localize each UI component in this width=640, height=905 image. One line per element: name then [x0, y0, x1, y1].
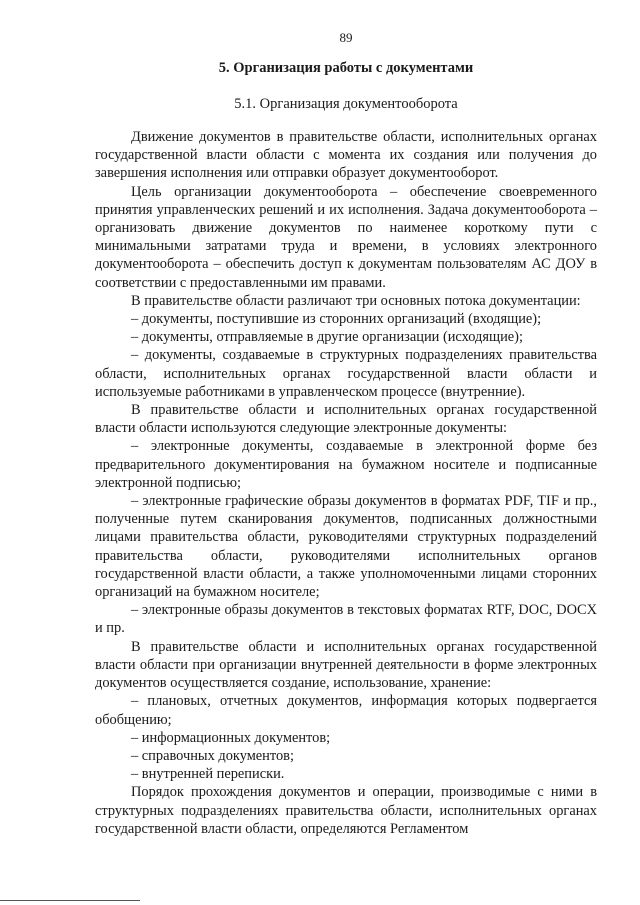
paragraph: В правительстве области и исполнительных органах государственной власти области используются следующие электронные документы:: [95, 402, 597, 437]
subsection-title: 5.1. Организация документооборота: [234, 96, 458, 112]
list-item: – электронные образы документов в текстовых форматах RTF, DOC, DOCX и пр.: [95, 602, 597, 637]
list-item: – информационных документов;: [131, 729, 331, 746]
list-item: – электронные документы, создаваемые в электронной форме без предварительного документирования на бумажном носителе и подписанные электронной подписью;: [95, 438, 597, 491]
paragraph: В правительстве области различают три основных потока документации:: [131, 292, 581, 309]
section-title: 5. Организация работы с документами: [218, 60, 474, 76]
page-number: 89: [339, 30, 353, 45]
paragraph: В правительстве области и исполнительных органах государственной власти области при организации внутренней деятельности в форме электронных документов осуществляется создание, использование, хранение:: [95, 638, 597, 692]
paragraph: Движение документов в правительстве области, исполнительных органах государственной власти области с момента их создания или получения до завершения исполнения или отправки образует документооборот.: [95, 129, 597, 182]
list-item: – документы, поступившие из сторонних организаций (входящие);: [131, 311, 542, 328]
list-item: – электронные графические образы документов в форматах PDF, TIF и пр., полученные путем сканирования документов, подписанных должностными лицами правительства области, руководителями структурных подразделений правительства области, руководителями исполнительных органов государственной власти области, а также уполномоченными лицами сторонних организаций на бумажном носителе;: [95, 493, 597, 601]
list-item: – справочных документов;: [131, 747, 294, 764]
body-text: [95, 128, 597, 838]
footnote-divider: [0, 900, 140, 901]
list-item: – документы, отправляемые в другие организации (исходящие);: [131, 329, 523, 346]
list-item: – плановых, отчетных документов, информация которых подвергается обобщению;: [95, 693, 597, 728]
paragraph: Порядок прохождения документов и операции, производимые с ними в структурных подразделениях правительства области, исполнительных органах государственной власти области, определяются Регламентом: [95, 784, 597, 837]
list-item: – внутренней переписки.: [131, 766, 285, 783]
paragraph: Цель организации документооборота – обеспечение своевременного принятия управленческих решений и их исполнения. Задача документооборота – организовать движение документов по наименее короткому пути с минимальными затратами труда и времени, в условиях электронного документооборота – обеспечить доступ к документам пользователям АС ДОУ в соответствии с предоставленными им правами.: [95, 183, 597, 291]
list-item: – документы, создаваемые в структурных подразделениях правительства области, исполнительных органах государственной власти области и используемые работниками в управленческом процессе (внутренние).: [95, 347, 597, 400]
